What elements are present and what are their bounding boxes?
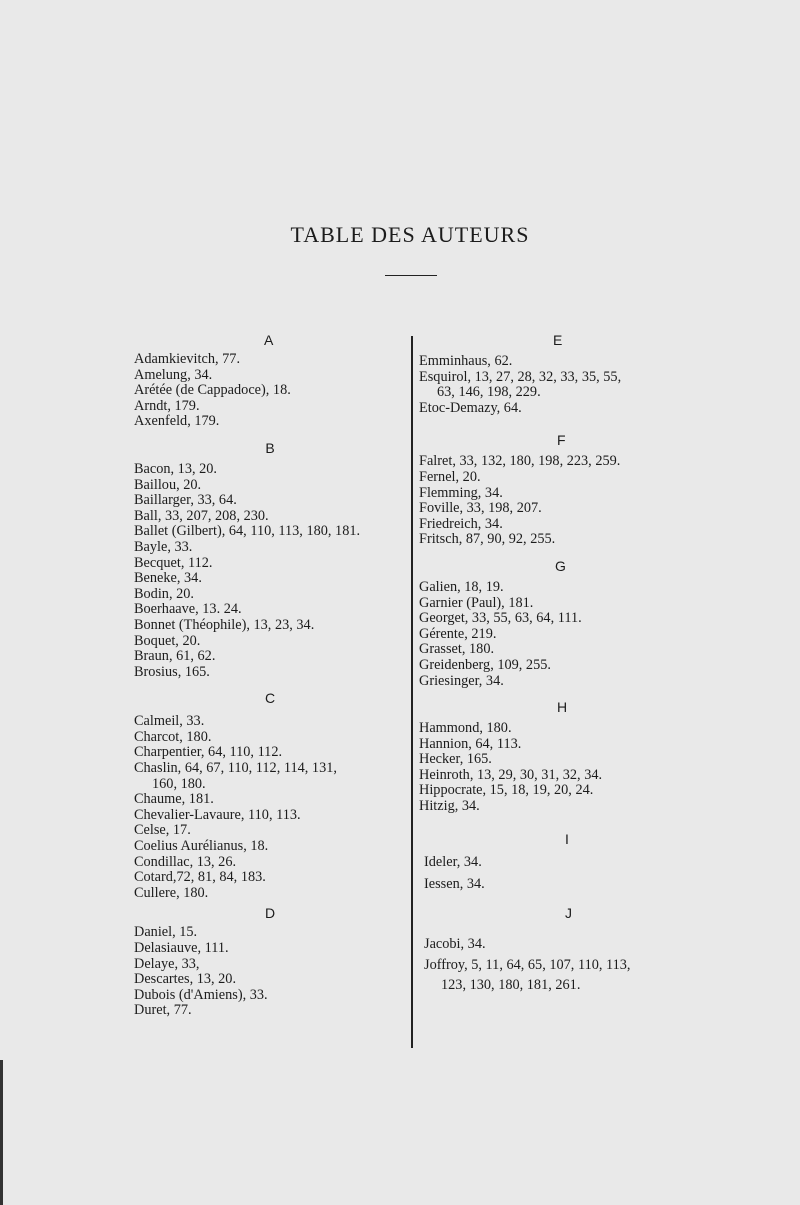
section-a-entries [134,352,406,430]
index-entry: Delaye, 33, [134,955,200,972]
index-entry: Baillou, 20. [134,476,202,493]
section-b-entries [134,462,406,680]
section-d-entries [134,925,406,1019]
index-entry: Hannion, 64, 113. [419,735,522,752]
index-entry: Beneke, 34. [134,570,202,587]
index-entry: Ideler, 34. [424,853,482,870]
section-letter-g: G [555,557,566,574]
index-entry: Coelius Aurélianus, 18. [134,838,269,855]
section-c-entries [134,714,406,901]
index-entry: Friedreich, 34. [419,515,503,532]
index-entry: Ball, 33, 207, 208, 230. [134,507,269,524]
page-edge-shadow [0,1060,3,1205]
index-entry: Celse, 17. [134,822,191,839]
index-entry: Calmeil, 33. [134,713,205,730]
section-letter-a: A [264,332,274,348]
index-entry: Grasset, 180. [419,641,495,658]
section-i-entries [419,851,709,895]
index-entry: Becquet, 112. [134,554,213,571]
page-title: TABLE DES AUTEURS [290,222,530,247]
index-entry: Axenfeld, 179. [134,413,220,430]
section-f-entries [419,454,709,548]
index-entry: Bacon, 13, 20. [134,460,217,477]
index-entry: Fritsch, 87, 90, 92, 255. [419,531,556,548]
section-j-entries [419,933,709,995]
section-e-entries [419,354,709,416]
title-rule [385,275,437,276]
index-entry: Georget, 33, 55, 63, 64, 111. [419,610,582,627]
index-entry: Iessen, 34. [424,875,485,892]
index-entry: Joffroy, 5, 11, 64, 65, 107, 110, 113, [424,956,631,973]
index-entry: Dubois (d'Amiens), 33. [134,986,268,1003]
index-entry: Heinroth, 13, 29, 30, 31, 32, 34. [419,766,603,783]
index-entry: Ballet (Gilbert), 64, 110, 113, 180, 181. [134,523,361,540]
section-letter-c: C [264,690,276,707]
index-entry: Cotard,72, 81, 84, 183. [134,869,266,886]
index-entry-continued: 160, 180. [152,775,206,792]
section-letter-b: B [265,439,275,456]
index-entry: Emminhaus, 62. [419,353,513,369]
index-entry: Hippocrate, 15, 18, 19, 20, 24. [419,782,594,799]
index-entry: Bodin, 20. [134,585,194,602]
index-entry: Descartes, 13, 20. [134,971,237,988]
index-entry: Charcot, 180. [134,728,212,745]
index-entry: Chaslin, 64, 67, 110, 112, 114, 131, [134,760,337,777]
index-entry: Foville, 33, 198, 207. [419,500,542,517]
index-entry: Duret, 77. [134,1002,192,1019]
index-entry: Brosius, 165. [134,663,210,680]
index-entry: Adamkievitch, 77. [134,351,241,367]
section-letter-d: D [264,905,276,922]
index-entry: Cullere, 180. [134,884,209,901]
index-entry: Hammond, 180. [419,720,512,737]
index-entry: Baillarger, 33, 64. [134,492,237,509]
index-entry: Condillac, 13, 26. [134,853,237,870]
section-letter-i: I [565,830,569,847]
index-entry: Bayle, 33. [134,538,193,555]
index-entry: Charpentier, 64, 110, 112. [134,744,283,761]
left-column [134,330,406,1019]
section-letter-f: F [557,432,566,449]
index-entry: Flemming, 34. [419,484,503,501]
index-entry-continued: 123, 130, 180, 181, 261. [441,976,581,993]
index-entry: Arétée (de Cappadoce), 18. [134,382,291,399]
section-letter-j: J [565,904,572,921]
index-entry: Greidenberg, 109, 255. [419,656,551,673]
index-entry: Fernel, 20. [419,468,481,485]
index-entry: Falret, 33, 132, 180, 198, 223, 259. [419,453,621,470]
index-entry: Delasiauve, 111. [134,940,229,956]
index-entry: Chevalier-Lavaure, 110, 113. [134,806,301,823]
section-h-entries [419,721,709,815]
index-entry: Boerhaave, 13. 24. [134,601,242,618]
index-entry: Griesinger, 34. [419,672,504,689]
index-entry: Hecker, 165. [419,751,492,768]
right-column [419,330,709,995]
section-letter-e: E [553,332,563,348]
index-entry: Arndt, 179. [134,397,200,414]
index-entry: Daniel, 15. [134,924,198,941]
index-entry: Galien, 18, 19. [419,578,504,595]
index-entry: Amelung, 34. [134,366,213,383]
index-entry: Hitzig, 34. [419,798,480,815]
index-entry: Bonnet (Théophile), 13, 23, 34. [134,616,315,633]
index-entry: Esquirol, 13, 27, 28, 32, 33, 35, 55, [419,368,622,385]
index-entry: Braun, 61, 62. [134,648,216,665]
section-letter-h: H [557,699,568,716]
index-entry-continued: 63, 146, 198, 229. [437,384,541,401]
index-entry: Etoc-Demazy, 64. [419,399,522,416]
column-divider [411,336,413,1048]
index-entry: Boquet, 20. [134,632,201,649]
index-entry: Garnier (Paul), 181. [419,594,534,611]
index-entry: Jacobi, 34. [424,935,486,952]
index-entry: Gérente, 219. [419,625,497,642]
index-entry: Chaume, 181. [134,791,214,808]
section-g-entries [419,580,709,689]
